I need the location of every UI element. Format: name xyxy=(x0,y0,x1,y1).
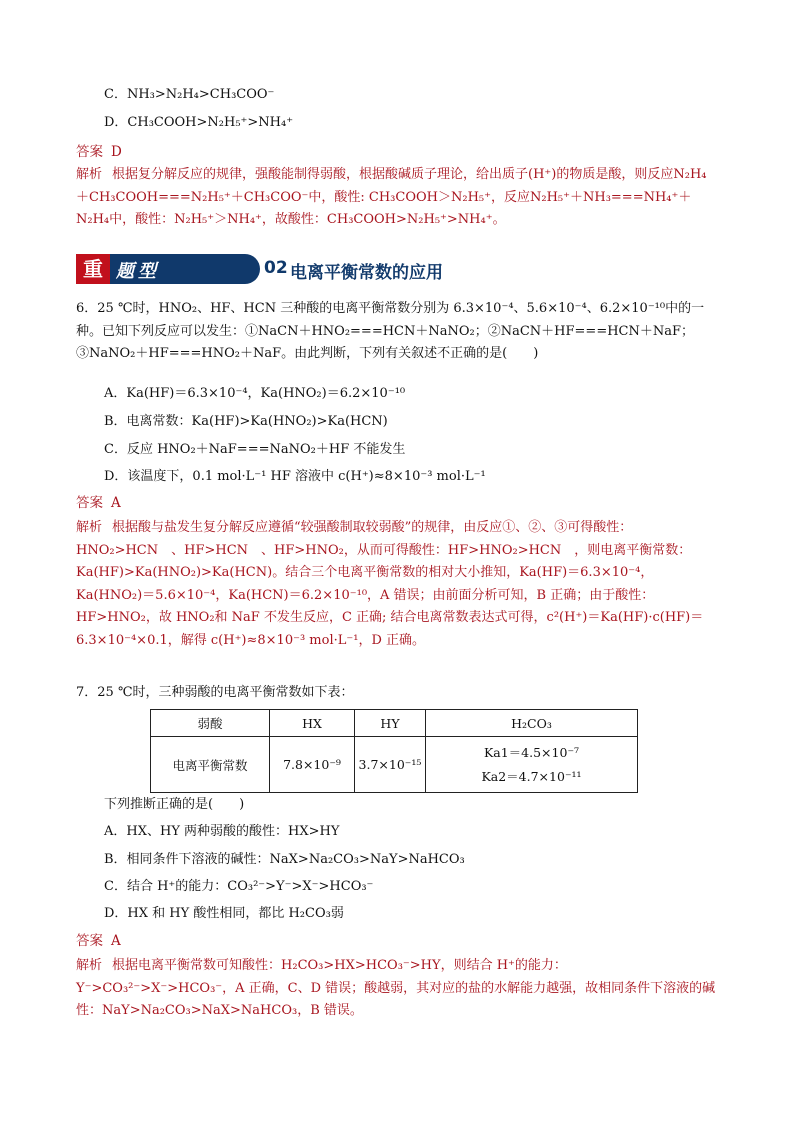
q7-option-a: A．HX、HY 两种弱酸的酸性：HX>HY xyxy=(104,824,340,839)
banner-zhong: 重 xyxy=(76,254,110,284)
option-c: C．NH₃>N₂H₄>CH₃COO⁻ xyxy=(104,87,275,102)
table-header: HX xyxy=(270,710,355,737)
constants-table xyxy=(150,709,638,793)
table-header: H₂CO₃ xyxy=(426,710,638,737)
q7-prompt: 下列推断正确的是( ) xyxy=(104,797,245,812)
q6-stem: 6．25 ℃时，HNO₂、HF、HCN 三种酸的电离平衡常数分别为 6.3×10⁻⁴、5.6×10⁻⁴、6.2×10⁻¹⁰中的一种。已知下列反应可以发生：①NaCN＋HNO₂===HCN＋NaNO₂；②NaCN＋HF===HCN＋NaF；③NaNO₂＋HF===HNO₂＋NaF。由此判断，下列有关叙述不正确的是( ) xyxy=(76,301,705,361)
answer-line: 答案 D xyxy=(76,144,122,160)
banner-number: 02 xyxy=(264,258,288,278)
q6-option-a: A．Ka(HF)＝6.3×10⁻⁴，Ka(HNO₂)＝6.2×10⁻¹⁰ xyxy=(104,386,406,401)
table-cell: 3.7×10⁻¹⁵ xyxy=(355,737,426,793)
q7-answer: 答案 A xyxy=(76,933,121,949)
option-d: D．CH₃COOH>N₂H₅⁺>NH₄⁺ xyxy=(104,115,294,130)
q6-analysis: 解析 根据酸与盐发生复分解反应遵循“较强酸制取较弱酸”的规律，由反应①、②、③可得酸性：HNO₂>HCN 、HF>HCN 、HF>HNO₂，从而可得酸性：HF>HNO₂>HCN ，则电离平衡常数：Ka(HF)>Ka(HNO₂)>Ka(HCN)。结合三个电离平衡常数的相对大小推知，Ka(HF)＝6.3×10⁻⁴，Ka(HNO₂)＝5.6×10⁻⁴，Ka(HCN)＝6.2×10⁻¹⁰，A 错误；由前面分析可知，B 正确；由于酸性：HF>HNO₂，故 HNO₂和 NaF 不发生反应，C 正确; 结合电离常数表达式可得，c²(H⁺)＝Ka(HF)·c(HF)＝6.3×10⁻⁴×0.1，解得 c(H⁺)≈8×10⁻³ mol·L⁻¹，D 正确。 xyxy=(76,520,704,648)
q7-analysis: 解析 根据电离平衡常数可知酸性：H₂CO₃>HX>HCO₃⁻>HY，则结合 H⁺的能力：Y⁻>CO₃²⁻>X⁻>HCO₃⁻，A 正确，C、D 错误；酸越弱，其对应的盐的水解能力越强，故相同条件下溶液的碱性：NaY>Na₂CO₃>NaX>NaHCO₃，B 错误。 xyxy=(76,958,716,1018)
banner-title: 电离平衡常数的应用 xyxy=(290,263,443,283)
analysis-block xyxy=(76,164,716,232)
q7-option-d: D．HX 和 HY 酸性相同，都比 H₂CO₃弱 xyxy=(104,906,344,921)
section-banner xyxy=(76,254,716,284)
q7-option-b: B．相同条件下溶液的碱性：NaX>Na₂CO₃>NaY>NaHCO₃ xyxy=(104,852,465,867)
table-cell: Ka1＝4.5×10⁻⁷ Ka2＝4.7×10⁻¹¹ xyxy=(426,737,638,793)
table-header: 弱酸 xyxy=(151,710,270,737)
analysis-label: 解析 xyxy=(76,167,103,182)
q6-answer: 答案 A xyxy=(76,495,121,511)
q6-option-c: C．反应 HNO₂＋NaF===NaNO₂＋HF 不能发生 xyxy=(104,442,406,457)
table-header: HY xyxy=(355,710,426,737)
q7-stem: 7．25 ℃时，三种弱酸的电离平衡常数如下表： xyxy=(76,685,354,700)
analysis-text: 根据复分解反应的规律，强酸能制得弱酸，根据酸碱质子理论，给出质子(H⁺)的物质是酸，则反应N₂H₄＋CH₃COOH===N₂H₅⁺＋CH₃COO⁻中，酸性: CH₃COOH＞N₂H₅⁺，反应N₂H₅⁺＋NH₃===NH₄⁺＋N₂H₄中，酸性：N₂H₅⁺＞NH₄⁺，故酸性：CH₃COOH>N₂H₅⁺>NH₄⁺。 xyxy=(76,167,707,227)
table-cell: 7.8×10⁻⁹ xyxy=(270,737,355,793)
banner-tixing: 题型 xyxy=(116,261,160,282)
q6-option-b: B．电离常数：Ka(HF)>Ka(HNO₂)>Ka(HCN) xyxy=(104,414,388,429)
table-cell: 电离平衡常数 xyxy=(151,737,270,793)
q6-option-d: D．该温度下，0.1 mol·L⁻¹ HF 溶液中 c(H⁺)≈8×10⁻³ mol·L⁻¹ xyxy=(104,469,486,484)
q7-option-c: C．结合 H⁺的能力：CO₃²⁻>Y⁻>X⁻>HCO₃⁻ xyxy=(104,879,374,894)
